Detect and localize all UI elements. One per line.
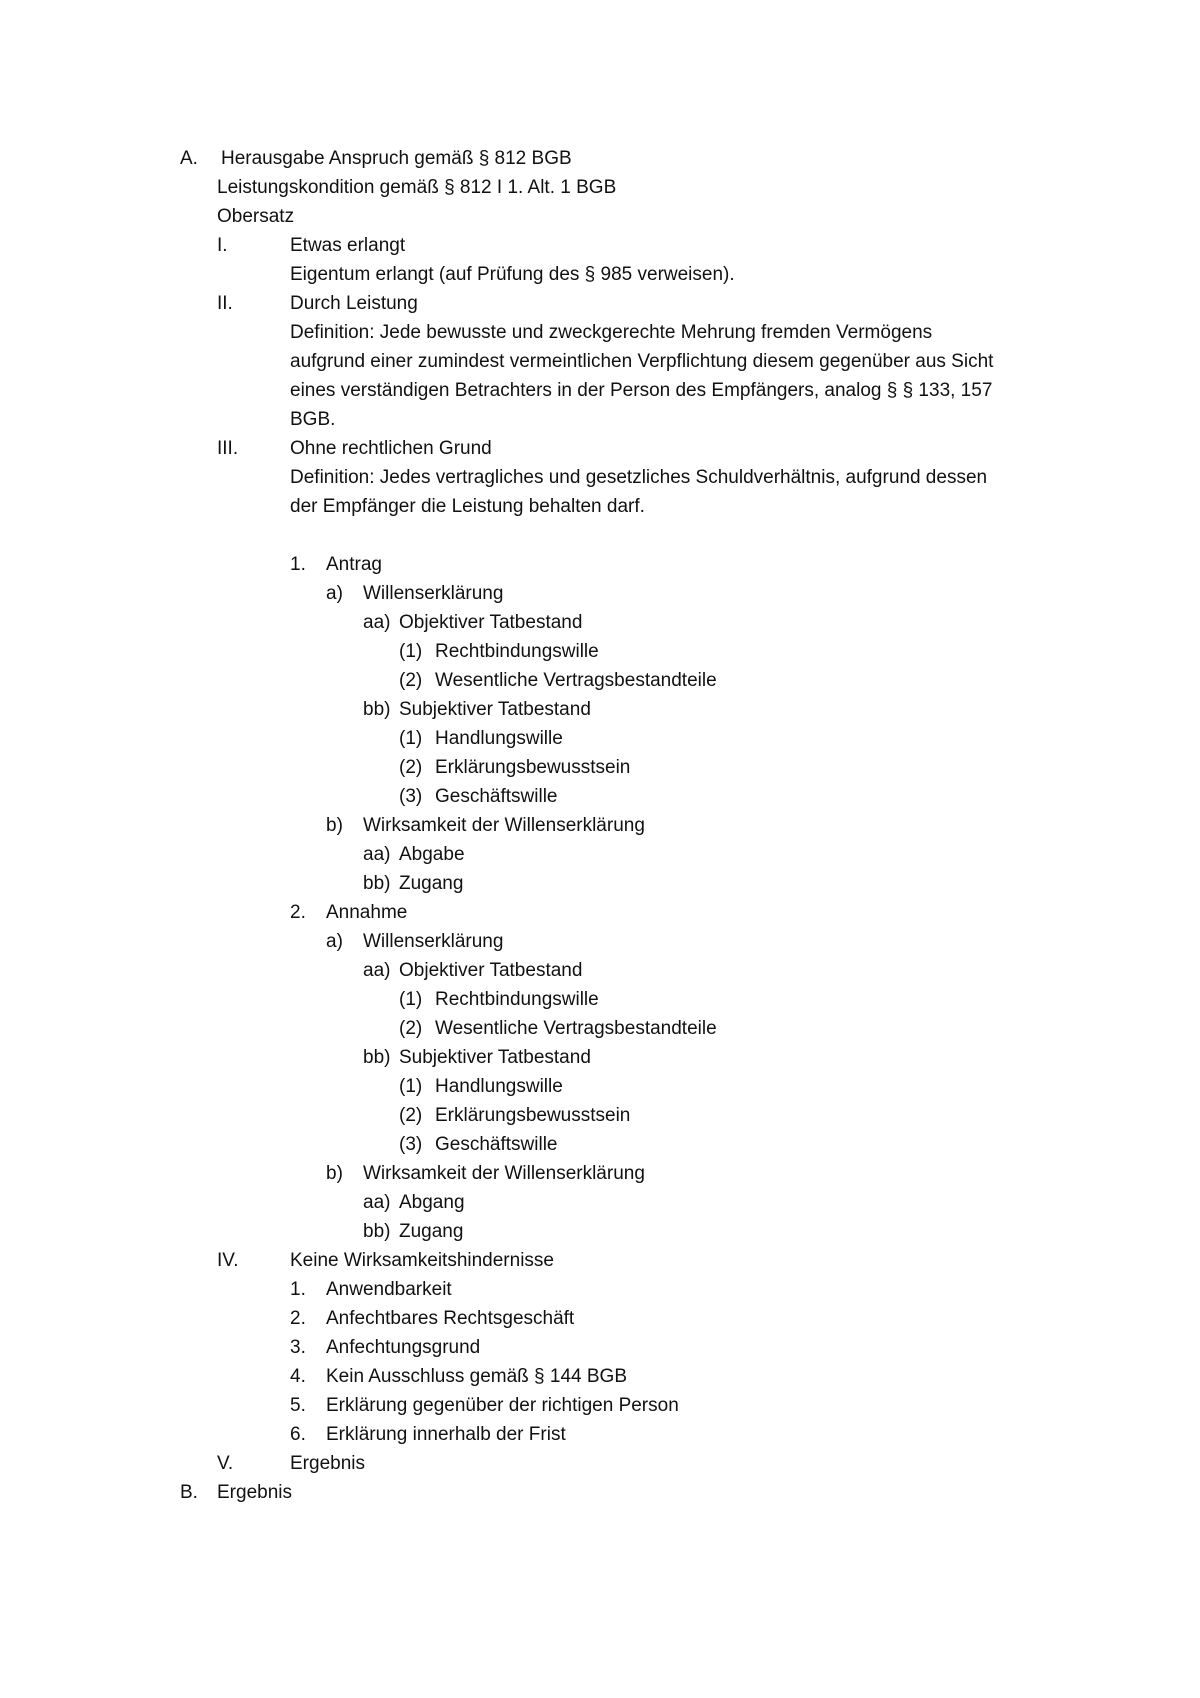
outline-label: II. xyxy=(217,293,233,314)
definition-text: Definition: Jedes vertragliches und gesetzliches Schuldverhältnis, aufgrund dessen xyxy=(290,467,988,488)
outline-label: aa) xyxy=(363,612,391,633)
definition-text: aufgrund einer zumindest vermeintlichen Verpflichtung diesem gegenüber aus Sicht xyxy=(290,351,994,372)
heading-text: Ergebnis xyxy=(217,1482,292,1503)
item-text: Geschäftswille xyxy=(435,786,558,807)
item-text: Kein Ausschluss gemäß § 144 BGB xyxy=(326,1366,627,1387)
outline-label: (3) xyxy=(399,1134,423,1155)
item-title: Objektiver Tatbestand xyxy=(399,960,583,981)
outline-label: (2) xyxy=(399,1018,423,1039)
outline-label: 1. xyxy=(290,1279,306,1300)
outline-label: (2) xyxy=(399,670,423,691)
point-title: Ohne rechtlichen Grund xyxy=(290,438,492,459)
item-title: Annahme xyxy=(326,902,408,923)
outline-label: bb) xyxy=(363,1047,391,1068)
outline-label: aa) xyxy=(363,1192,391,1213)
outline-label: aa) xyxy=(363,844,391,865)
item-title: Subjektiver Tatbestand xyxy=(399,1047,591,1068)
item-text: Handlungswille xyxy=(435,728,563,749)
outline-label: 1. xyxy=(290,554,306,575)
outline-label: B. xyxy=(180,1482,198,1503)
outline-label: I. xyxy=(217,235,228,256)
item-text: Anwendbarkeit xyxy=(326,1279,452,1300)
definition-text: BGB. xyxy=(290,409,336,430)
outline-label: (1) xyxy=(399,989,423,1010)
outline-label: bb) xyxy=(363,1221,391,1242)
definition-text: Definition: Jede bewusste und zweckgerechte Mehrung fremden Vermögens xyxy=(290,322,933,343)
outline-label: bb) xyxy=(363,699,391,720)
item-text: Rechtbindungswille xyxy=(435,641,599,662)
outline-label: V. xyxy=(217,1453,234,1474)
outline-label: (2) xyxy=(399,757,423,778)
point-title: Keine Wirksamkeitshindernisse xyxy=(290,1250,554,1271)
outline-label: aa) xyxy=(363,960,391,981)
item-text: Anfechtbares Rechtsgeschäft xyxy=(326,1308,575,1329)
point-title: Etwas erlangt xyxy=(290,235,406,256)
item-text: Wesentliche Vertragsbestandteile xyxy=(435,670,717,691)
outline-label: 2. xyxy=(290,1308,306,1329)
item-title: Subjektiver Tatbestand xyxy=(399,699,591,720)
outline-label: III. xyxy=(217,438,239,459)
item-text: Wesentliche Vertragsbestandteile xyxy=(435,1018,717,1039)
item-text: Zugang xyxy=(399,1221,464,1242)
outline-label: 5. xyxy=(290,1395,306,1416)
outline-label: 6. xyxy=(290,1424,306,1445)
item-text: Erklärung gegenüber der richtigen Person xyxy=(326,1395,679,1416)
item-title: Wirksamkeit der Willenserklärung xyxy=(363,815,645,836)
item-text: Erklärungsbewusstsein xyxy=(435,757,631,778)
outline-label: b) xyxy=(326,1163,343,1184)
outline-label: (1) xyxy=(399,728,423,749)
item-title: Antrag xyxy=(326,554,382,575)
item-text: Geschäftswille xyxy=(435,1134,558,1155)
subheading-text: Leistungskondition gemäß § 812 I 1. Alt. 1 BGB xyxy=(217,177,617,198)
item-title: Wirksamkeit der Willenserklärung xyxy=(363,1163,645,1184)
item-title: Objektiver Tatbestand xyxy=(399,612,583,633)
obersatz-text: Obersatz xyxy=(217,206,295,227)
note-text: Eigentum erlangt (auf Prüfung des § 985 verweisen). xyxy=(290,264,735,285)
outline-label: (1) xyxy=(399,641,423,662)
outline-label: (1) xyxy=(399,1076,423,1097)
outline-label: a) xyxy=(326,931,343,952)
item-text: Handlungswille xyxy=(435,1076,563,1097)
item-title: Willenserklärung xyxy=(363,931,504,952)
item-text: Erklärung innerhalb der Frist xyxy=(326,1424,566,1445)
item-text: Zugang xyxy=(399,873,464,894)
outline-label: b) xyxy=(326,815,343,836)
outline-label: A. xyxy=(180,148,198,169)
point-title: Durch Leistung xyxy=(290,293,418,314)
point-title: Ergebnis xyxy=(290,1453,365,1474)
heading-text: Herausgabe Anspruch gemäß § 812 BGB xyxy=(221,148,572,169)
definition-text: eines verständigen Betrachters in der Person des Empfängers, analog § § 133, 157 xyxy=(290,380,993,401)
item-text: Anfechtungsgrund xyxy=(326,1337,481,1358)
outline-label: (2) xyxy=(399,1105,423,1126)
item-text: Rechtbindungswille xyxy=(435,989,599,1010)
item-text: Abgang xyxy=(399,1192,465,1213)
outline-label: 4. xyxy=(290,1366,306,1387)
item-title: Willenserklärung xyxy=(363,583,504,604)
outline-label: a) xyxy=(326,583,343,604)
definition-text: der Empfänger die Leistung behalten darf. xyxy=(290,496,645,517)
outline-label: IV. xyxy=(217,1250,239,1271)
item-text: Abgabe xyxy=(399,844,465,865)
outline-label: (3) xyxy=(399,786,423,807)
outline-label: 3. xyxy=(290,1337,306,1358)
item-text: Erklärungsbewusstsein xyxy=(435,1105,631,1126)
outline-label: 2. xyxy=(290,902,306,923)
outline-label: bb) xyxy=(363,873,391,894)
